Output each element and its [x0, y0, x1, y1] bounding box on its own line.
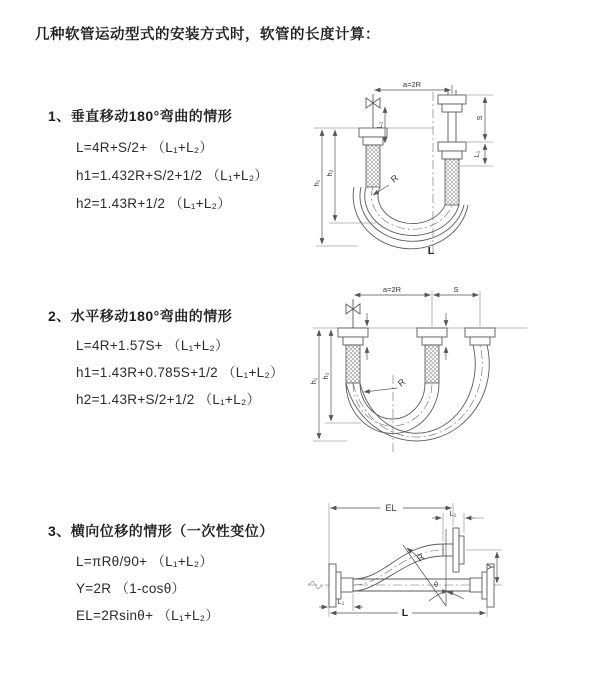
angle-label: θ: [434, 580, 439, 589]
dimension-h1: [309, 330, 347, 441]
dim-label-h1: h₁: [309, 377, 318, 385]
radius-label: R: [388, 172, 401, 185]
hose-u-arcs-position1: [346, 383, 439, 434]
diagram-vertical-180-bend: [306, 76, 551, 258]
right-flange: [465, 328, 495, 345]
dim-label-s: S: [453, 285, 459, 294]
dim-label-h2: h₂: [321, 372, 330, 380]
section3-heading: 3、横向位移的情形（一次性变位）: [48, 523, 274, 539]
dim-label-el: EL: [385, 503, 397, 513]
dim-label-l1-top: L₁: [449, 509, 457, 518]
dim-label-a2r: a=2R: [382, 285, 402, 294]
left-hose-braid: [346, 345, 360, 383]
dim-label-l1-right: L₁: [472, 150, 481, 158]
dimension-l: [331, 593, 488, 619]
diagram-horizontal-180-bend: [305, 283, 540, 461]
section1-formula-l: L=4R+S/2+ （L₁+L₂）: [76, 140, 214, 155]
dim-label-l1-left: L₁: [375, 121, 384, 129]
radius-callout: [364, 376, 408, 392]
middle-flange: [417, 328, 447, 345]
radius-label: R: [414, 551, 427, 564]
dim-label-h2: h₂: [325, 169, 334, 177]
dimension-top-width: [355, 285, 481, 327]
dimension-el: [329, 503, 453, 617]
section1-formula-h2: h2=1.43R+1/2 （L₁+L₂）: [76, 196, 232, 211]
section3-formula-l: L=πRθ/90+ （L₁+L₂）: [76, 554, 214, 569]
left-flange: [359, 128, 387, 145]
dim-label-h1: h₁: [312, 179, 321, 187]
diagram-lateral-displacement: [300, 495, 600, 640]
section3-formula-y: Y=2R （1-cosθ）: [76, 581, 186, 596]
hose-displaced-s-curve: [353, 544, 443, 591]
right-hose-braid: [445, 159, 459, 205]
page-title: 几种软管运动型式的安装方式时，软管的长度计算：: [35, 27, 380, 43]
dim-label-y: Y: [486, 563, 496, 571]
left-hose-braid: [366, 145, 380, 187]
middle-hose-braid: [425, 345, 439, 383]
section2-formula-l: L=4R+1.57S+ （L₁+L₂）: [76, 338, 229, 353]
section1-heading: 1、垂直移动180°弯曲的情形: [48, 108, 233, 124]
section2-formula-h1: h1=1.43R+0.785S+1/2 （L₁+L₂）: [76, 365, 284, 380]
dimension-top-width: [375, 80, 453, 94]
radius-label: R: [395, 376, 408, 389]
dim-label-l1-left: L₁: [337, 597, 345, 606]
dim-label-a2r: a=2R: [402, 80, 422, 89]
left-flange: [338, 328, 368, 345]
right-pipe-flanges: [438, 90, 466, 159]
hose-u-arcs-position2: [346, 345, 489, 441]
length-label: L: [401, 607, 409, 619]
length-label: L: [427, 245, 435, 257]
section3-formula-el: EL=2Rsinθ+ （L₁+L₂）: [76, 608, 220, 623]
section2-heading: 2、水平移动180°弯曲的情形: [48, 308, 233, 324]
section1-formula-h1: h1=1.432R+S/2+1/2 （L₁+L₂）: [76, 168, 269, 183]
dim-label-s: S: [475, 115, 484, 121]
dimension-l1-left: [319, 594, 363, 611]
dimension-s: [460, 95, 493, 166]
section2-formula-h2: h2=1.43R+S/2+1/2 （L₁+L₂）: [76, 392, 261, 407]
valve-symbol: [346, 299, 360, 328]
